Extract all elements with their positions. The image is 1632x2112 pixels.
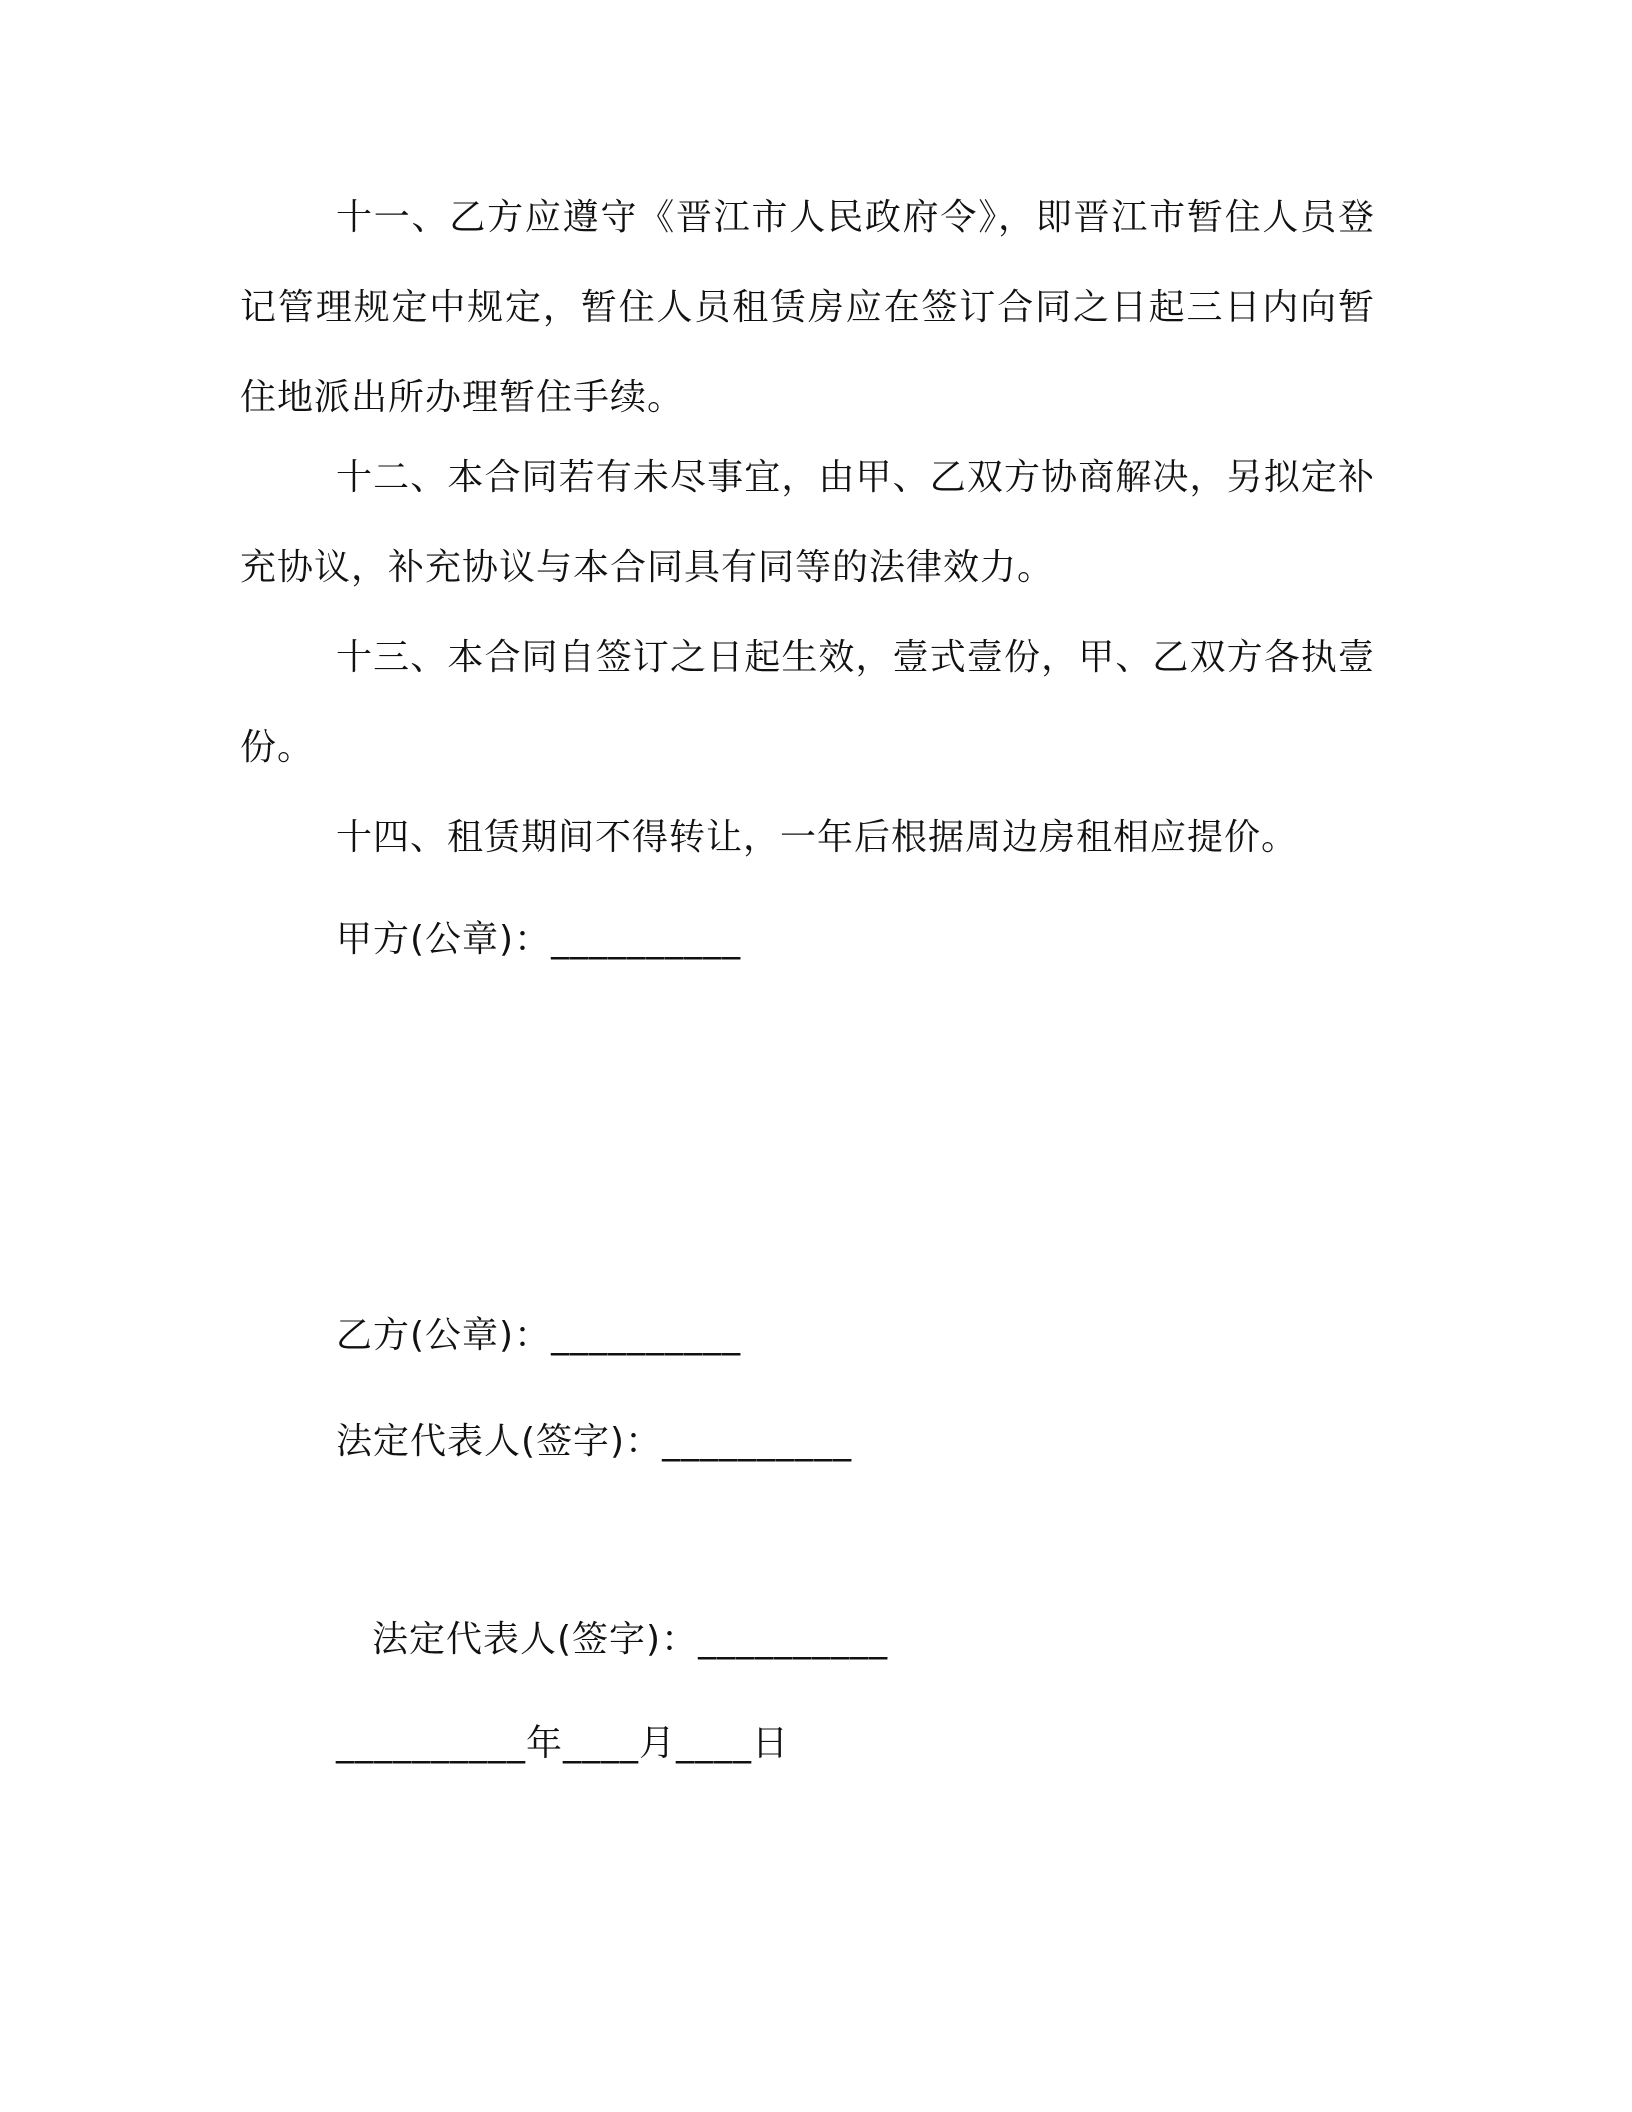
date-line: __________年____月____日: [336, 1723, 789, 1764]
legal-rep-signature-line-2: 法定代表人(签字)：__________: [372, 1619, 889, 1660]
clause-12: 十二、本合同若有未尽事宜，由甲、乙双方协商解决，另拟定补充协议，补充协议与本合同具有同等的法律效力。: [240, 457, 1375, 588]
legal-rep-signature-line: 法定代表人(签字)：__________: [336, 1421, 853, 1462]
party-b-seal-line: 乙方(公章)：__________: [336, 1315, 742, 1356]
party-a-seal-line: 甲方(公章)：__________: [336, 919, 742, 960]
clause-14: 十四、租赁期间不得转让，一年后根据周边房租相应提价。: [336, 817, 1299, 858]
clause-13: 十三、本合同自签订之日起生效，壹式壹份，甲、乙双方各执壹份。: [240, 637, 1375, 768]
clause-11: 十一、乙方应遵守《晋江市人民政府令》，即晋江市暂住人员登记管理规定中规定，暂住人员租赁房应在签订合同之日起三日内向暂住地派出所办理暂住手续。: [240, 197, 1375, 418]
